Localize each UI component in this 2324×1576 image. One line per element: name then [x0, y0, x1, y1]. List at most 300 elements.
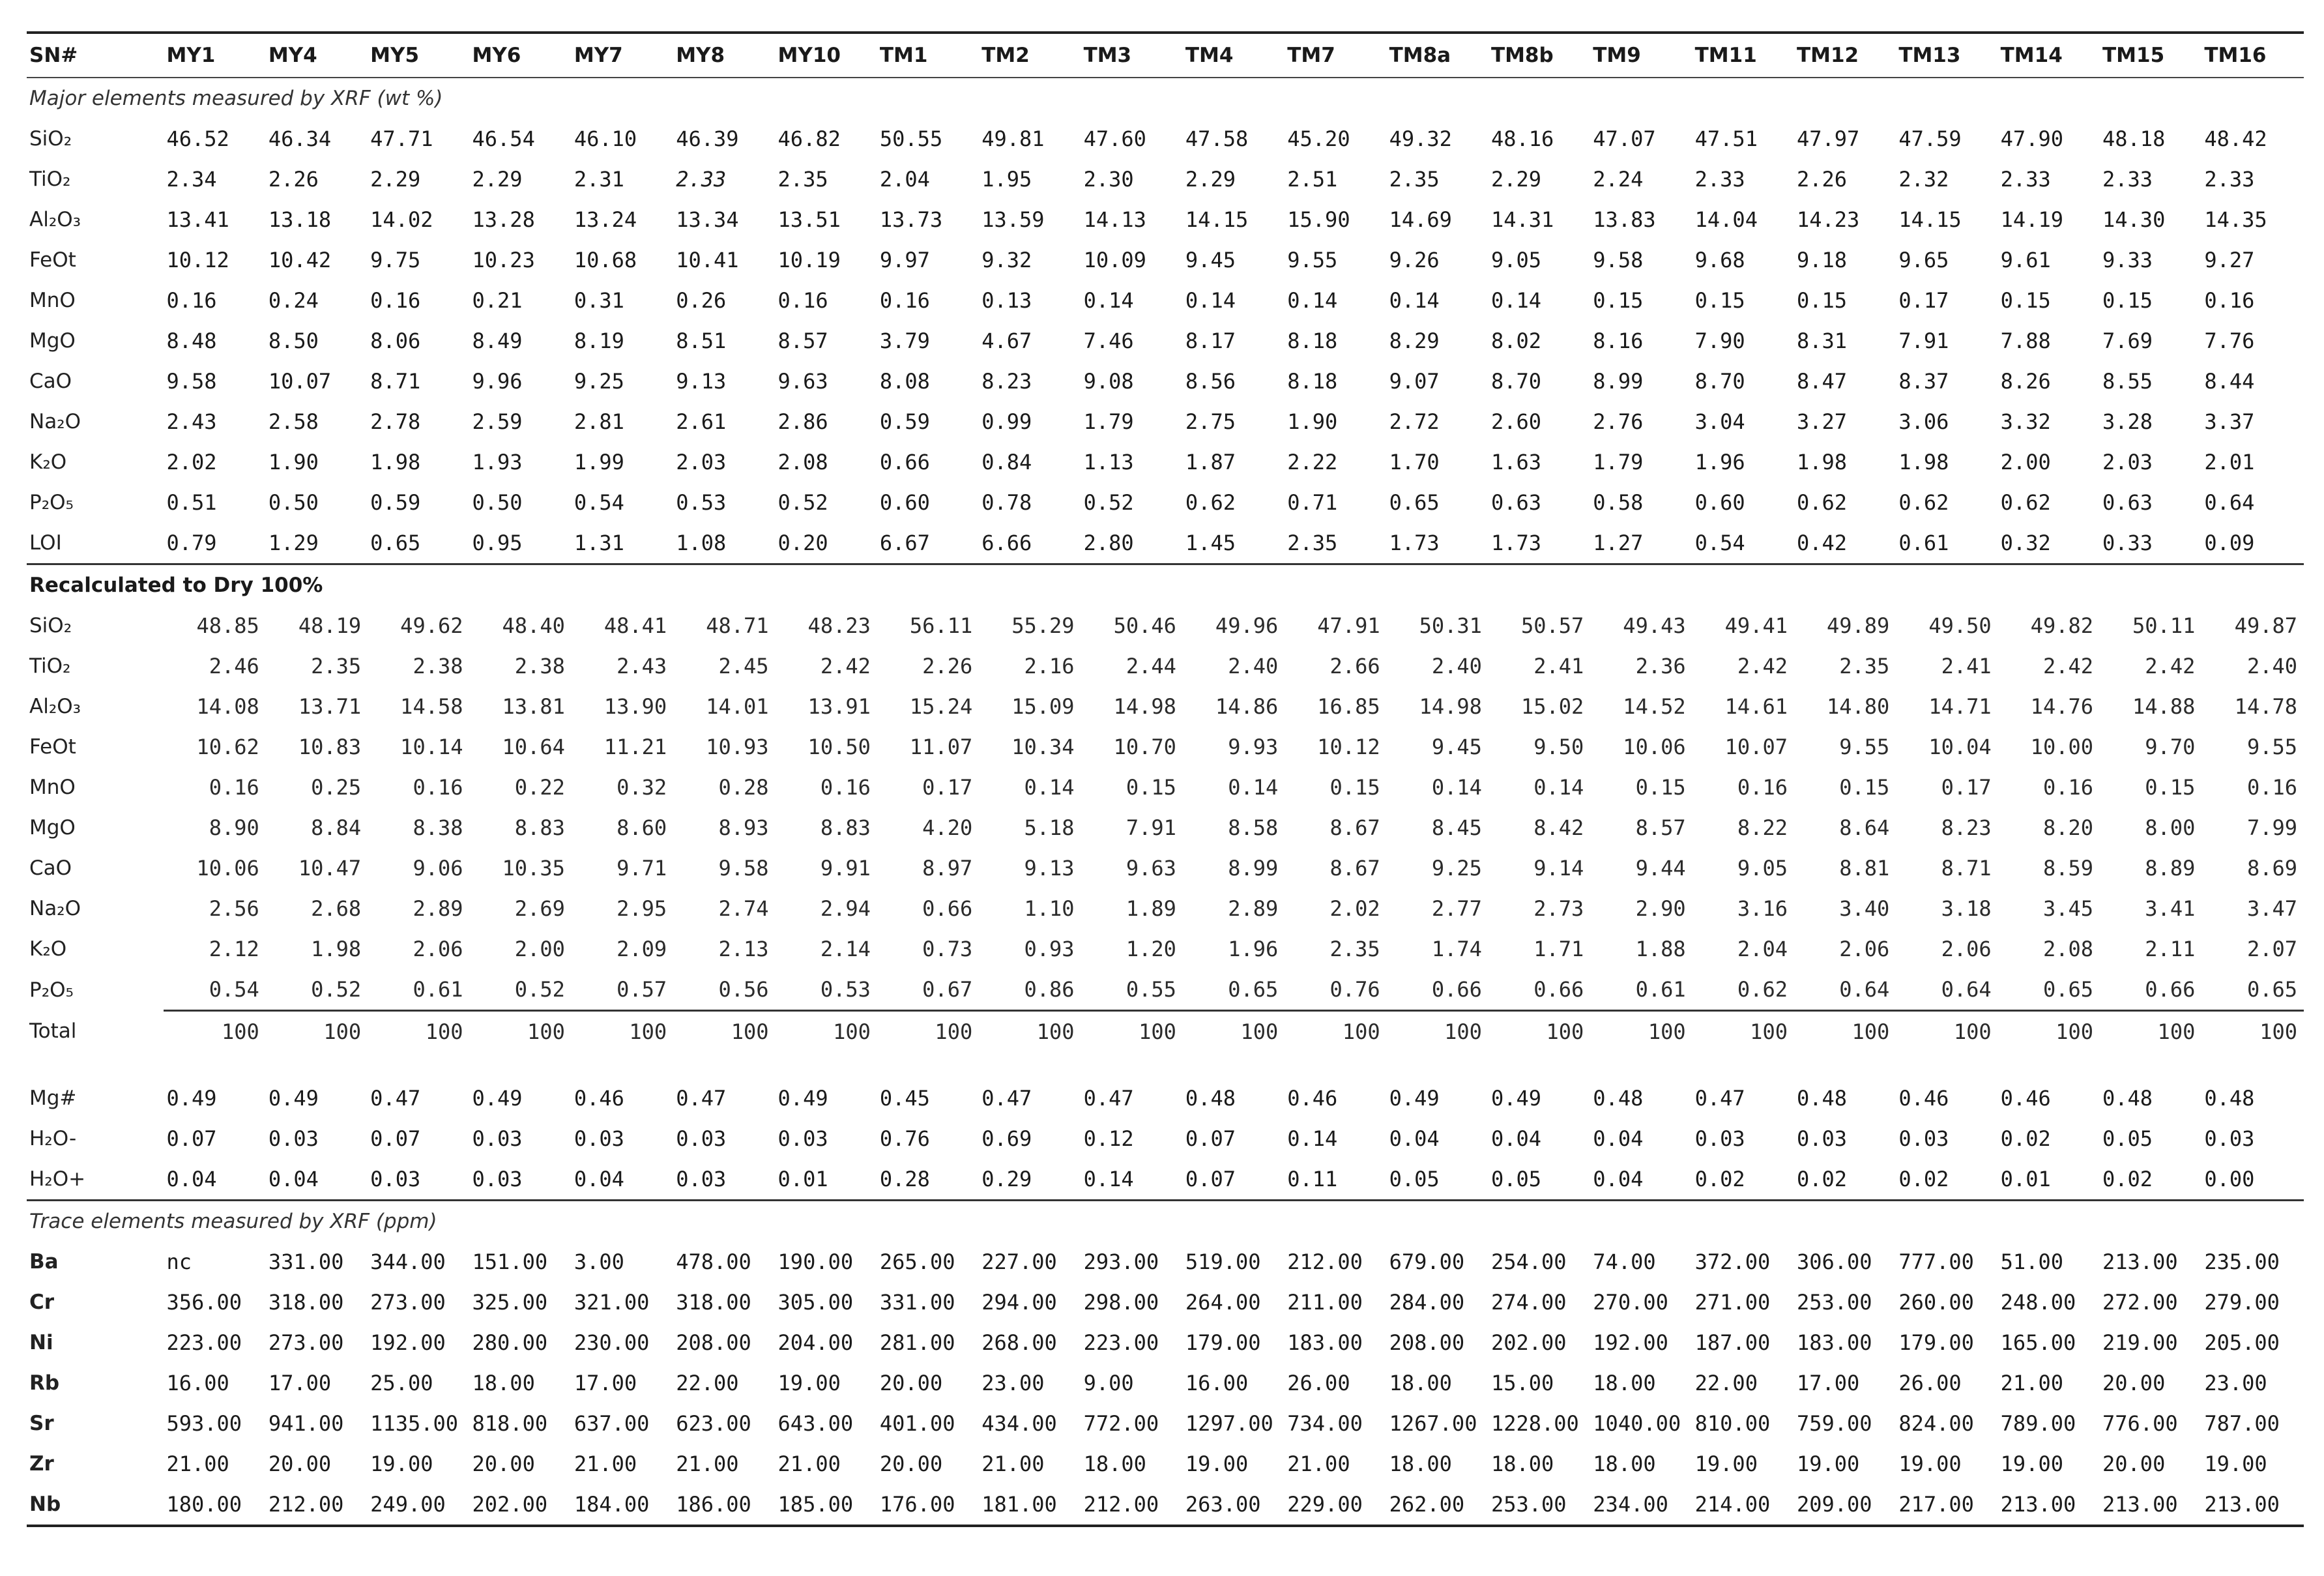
table-cell: 637.00 [574, 1411, 650, 1436]
table-cell: 9.33 [2102, 248, 2153, 272]
table-cell: 8.50 [268, 328, 319, 353]
header-sample-id: TM8a [1389, 44, 1451, 67]
table-cell: 21.00 [574, 1452, 637, 1476]
table-row [27, 1242, 2304, 1282]
table-cell: 0.00 [2204, 1167, 2255, 1191]
table-cell: 8.17 [1185, 328, 1236, 353]
table-cell: 810.00 [1694, 1411, 1771, 1436]
table-cell: 253.00 [1490, 1492, 1567, 1517]
table-cell: 179.00 [1185, 1330, 1261, 1355]
table-cell: 56.11 [909, 613, 973, 638]
header-sample-id: TM4 [1185, 44, 1234, 67]
table-cell: 279.00 [2204, 1290, 2280, 1315]
table-cell: 9.13 [676, 369, 727, 394]
table-cell: 16.00 [166, 1371, 229, 1395]
table-cell: 49.87 [2234, 613, 2297, 638]
table-cell: 187.00 [1694, 1330, 1771, 1355]
table-cell: 0.60 [1694, 490, 1745, 515]
table-cell: 0.47 [981, 1086, 1032, 1111]
table-cell: 2.33 [2204, 167, 2255, 192]
table-cell: 45.20 [1287, 126, 1350, 151]
row-label: Zr [29, 1452, 54, 1476]
table-cell: 19.00 [1898, 1452, 1962, 1476]
table-cell: 50.46 [1113, 613, 1176, 638]
table-cell: 0.01 [777, 1167, 828, 1191]
table-cell: 100 [1387, 1011, 1489, 1053]
table-row [27, 1322, 2304, 1363]
table-cell: 0.48 [1185, 1086, 1236, 1111]
table-cell: 0.15 [2145, 775, 2196, 800]
header-sample-id: TM11 [1694, 44, 1757, 67]
table-cell: 47.90 [2000, 126, 2063, 151]
table-cell: 3.32 [2000, 409, 2051, 434]
section-title: Recalculated to Dry 100% [29, 574, 323, 597]
table-cell: 0.66 [1431, 977, 1482, 1002]
table-row [27, 1444, 2304, 1484]
table-cell: 2.58 [268, 409, 319, 434]
table-cell: 14.15 [1185, 207, 1249, 232]
table-cell: 0.32 [617, 775, 667, 800]
table-cell: 100 [1794, 1011, 1896, 1053]
table-cell: 1.73 [1490, 531, 1541, 555]
table-cell: 8.70 [1694, 369, 1745, 394]
table-cell: 268.00 [981, 1330, 1057, 1355]
table-cell: 21.00 [676, 1452, 739, 1476]
header-sample-id: MY6 [472, 44, 521, 67]
table-cell: 0.24 [268, 288, 319, 313]
table-cell: 2.42 [2145, 654, 2196, 679]
table-cell: 223.00 [166, 1330, 242, 1355]
table-cell: 48.23 [807, 613, 871, 638]
table-cell: 47.71 [370, 126, 433, 151]
table-cell: 0.49 [777, 1086, 828, 1111]
table-cell: 0.14 [1024, 775, 1075, 800]
table-cell: 0.76 [879, 1126, 930, 1151]
table-cell: 0.66 [879, 450, 930, 474]
table-cell: 0.02 [1796, 1167, 1848, 1191]
table-cell: 212.00 [1287, 1249, 1363, 1274]
header-row [27, 33, 2304, 78]
table-cell: 318.00 [676, 1290, 751, 1315]
table-cell: 46.39 [676, 126, 739, 151]
table-cell: 1.98 [1796, 450, 1848, 474]
table-cell: 0.04 [1593, 1126, 1644, 1151]
table-cell: 0.69 [981, 1126, 1032, 1151]
table-cell: 1.10 [1024, 896, 1075, 921]
table-cell: 8.93 [718, 815, 769, 840]
table-cell: 217.00 [1898, 1492, 1974, 1517]
table-cell: 4.20 [922, 815, 973, 840]
table-cell: 49.82 [2030, 613, 2093, 638]
table-cell: 9.45 [1185, 248, 1236, 272]
table-cell: 2.68 [311, 896, 362, 921]
table-cell: 13.81 [502, 694, 565, 719]
table-row [27, 482, 2304, 523]
table-cell: 14.01 [706, 694, 769, 719]
row-label: Na₂O [29, 410, 81, 433]
table-cell: 0.14 [1083, 288, 1134, 313]
table-cell: 2.61 [676, 409, 727, 434]
table-cell: 1.96 [1228, 937, 1279, 961]
table-cell: 8.51 [676, 328, 727, 353]
table-cell: 2.43 [166, 409, 217, 434]
table-cell: 2.02 [1329, 896, 1380, 921]
table-cell: 0.16 [2204, 288, 2255, 313]
table-cell: 0.03 [370, 1167, 421, 1191]
table-cell: 2.29 [472, 167, 523, 192]
table-cell: 2.29 [370, 167, 421, 192]
table-cell: 227.00 [981, 1249, 1057, 1274]
table-cell: 21.00 [2000, 1371, 2063, 1395]
table-cell: 13.51 [777, 207, 841, 232]
row-label: CaO [29, 856, 72, 880]
table-cell: 1.71 [1533, 937, 1584, 961]
table-cell: 10.50 [807, 735, 871, 759]
table-cell: 0.16 [2246, 775, 2297, 800]
table-cell: 3.47 [2246, 896, 2297, 921]
table-cell: 519.00 [1185, 1249, 1261, 1274]
row-label: H₂O+ [29, 1167, 86, 1191]
table-cell: 3.04 [1694, 409, 1745, 434]
table-cell: 643.00 [777, 1411, 854, 1436]
table-cell: 0.65 [1228, 977, 1279, 1002]
table-cell: 16.85 [1317, 694, 1380, 719]
table-cell: 0.47 [370, 1086, 421, 1111]
header-sample-id: TM1 [879, 44, 928, 67]
table-cell: 8.20 [2042, 815, 2093, 840]
table-cell: 0.58 [1593, 490, 1644, 515]
header-sample-id: MY7 [574, 44, 623, 67]
table-cell: 100 [1081, 1011, 1183, 1053]
table-cell: 372.00 [1694, 1249, 1771, 1274]
table-cell: 19.00 [2204, 1452, 2267, 1476]
table-cell: 213.00 [2102, 1249, 2178, 1274]
table-cell: 13.41 [166, 207, 229, 232]
table-cell: 2.60 [1490, 409, 1541, 434]
table-cell: 9.91 [820, 856, 871, 881]
table-cell: 100 [470, 1011, 572, 1053]
table-cell: 14.19 [2000, 207, 2063, 232]
table-cell: 0.50 [472, 490, 523, 515]
table-cell: 0.55 [1126, 977, 1176, 1002]
geochemistry-table [27, 31, 2304, 1527]
table-cell: 190.00 [777, 1249, 854, 1274]
table-cell: 0.14 [1533, 775, 1584, 800]
table-cell: 10.06 [196, 856, 259, 881]
table-cell: 9.06 [413, 856, 463, 881]
table-cell: 14.98 [1419, 694, 1482, 719]
table-cell: 2.81 [574, 409, 624, 434]
table-cell: 9.55 [2246, 735, 2297, 759]
table-cell: 9.25 [574, 369, 624, 394]
table-cell: 0.47 [1694, 1086, 1745, 1111]
table-cell: 0.48 [2204, 1086, 2255, 1111]
table-cell: 3.06 [1898, 409, 1949, 434]
table-cell: 2.95 [617, 896, 667, 921]
table-cell: 10.93 [706, 735, 769, 759]
table-cell: 100 [2201, 1011, 2304, 1053]
table-cell: 0.48 [1796, 1086, 1848, 1111]
table-row [27, 767, 2304, 808]
table-cell: 19.00 [2000, 1452, 2063, 1476]
table-cell: 2.24 [1593, 167, 1644, 192]
table-cell: 26.00 [1287, 1371, 1350, 1395]
header-sample-id: TM16 [2204, 44, 2267, 67]
table-cell: 0.33 [2102, 531, 2153, 555]
table-cell: 0.46 [1287, 1086, 1338, 1111]
row-label: MgO [29, 816, 76, 839]
table-cell: 229.00 [1287, 1492, 1363, 1517]
table-cell: 100 [1998, 1011, 2100, 1053]
table-cell: 50.57 [1520, 613, 1584, 638]
table-cell: 0.16 [2042, 775, 2093, 800]
table-cell: 0.15 [1593, 288, 1644, 313]
table-cell: 284.00 [1389, 1290, 1465, 1315]
row-label: Nb [29, 1493, 61, 1516]
table-row [27, 401, 2304, 442]
table-cell: 2.45 [718, 654, 769, 679]
table-cell: 2.01 [2204, 450, 2255, 474]
table-cell: 1.99 [574, 450, 624, 474]
table-cell: 8.55 [2102, 369, 2153, 394]
table-cell: 824.00 [1898, 1411, 1974, 1436]
table-cell: 0.04 [574, 1167, 624, 1191]
table-cell: 2.38 [514, 654, 565, 679]
table-cell: 14.76 [2030, 694, 2093, 719]
header-sample-id: TM15 [2102, 44, 2165, 67]
table-cell: 0.07 [166, 1126, 217, 1151]
table-cell: 0.61 [413, 977, 463, 1002]
table-cell: 48.71 [706, 613, 769, 638]
table-cell: 9.50 [1533, 735, 1584, 759]
table-cell: 18.00 [1490, 1452, 1554, 1476]
header-sample-id: TM3 [1083, 44, 1132, 67]
table-cell: nc [166, 1249, 192, 1274]
table-cell: 18.00 [1389, 1371, 1452, 1395]
table-cell: 14.23 [1796, 207, 1860, 232]
section-title: Major elements measured by XRF (wt %) [29, 87, 443, 110]
table-cell: 941.00 [268, 1411, 344, 1436]
table-row [27, 1159, 2304, 1201]
table-cell: 344.00 [370, 1249, 446, 1274]
table-row [27, 1403, 2304, 1444]
table-row [27, 686, 2304, 727]
table-cell: 4.67 [981, 328, 1032, 353]
table-cell: 294.00 [981, 1290, 1057, 1315]
table-cell: 1.98 [311, 937, 362, 961]
table-cell: 0.03 [472, 1167, 523, 1191]
table-cell: 208.00 [676, 1330, 751, 1355]
table-cell: 13.59 [981, 207, 1045, 232]
table-cell: 8.48 [166, 328, 217, 353]
table-cell: 9.25 [1431, 856, 1482, 881]
table-cell: 2.75 [1185, 409, 1236, 434]
table-cell: 260.00 [1898, 1290, 1974, 1315]
table-cell: 0.05 [2102, 1126, 2153, 1151]
table-cell: 787.00 [2204, 1411, 2280, 1436]
table-cell: 2.33 [2102, 167, 2153, 192]
table-cell: 14.98 [1113, 694, 1176, 719]
table-row [27, 280, 2304, 321]
table-cell: 8.29 [1389, 328, 1440, 353]
table-row [27, 1011, 2304, 1053]
table-cell: 47.60 [1083, 126, 1146, 151]
row-label: MnO [29, 776, 76, 799]
section-spacer [27, 1052, 2304, 1078]
table-cell: 49.89 [1826, 613, 1890, 638]
table-cell: 0.54 [1694, 531, 1745, 555]
table-cell: 49.50 [1928, 613, 1992, 638]
table-cell: 273.00 [268, 1330, 344, 1355]
table-cell: 3.45 [2042, 896, 2093, 921]
table-cell: 0.64 [1839, 977, 1890, 1002]
table-cell: 46.52 [166, 126, 229, 151]
table-cell: 0.49 [1490, 1086, 1541, 1111]
table-cell: 3.41 [2145, 896, 2196, 921]
table-cell: 0.65 [1389, 490, 1440, 515]
table-cell: 0.47 [1083, 1086, 1134, 1111]
table-cell: 14.58 [400, 694, 463, 719]
table-cell: 8.83 [514, 815, 565, 840]
table-cell: 48.19 [298, 613, 362, 638]
table-cell: 10.42 [268, 248, 332, 272]
row-label: LOI [29, 531, 62, 555]
table-cell: 234.00 [1593, 1492, 1668, 1517]
table-cell: 8.71 [370, 369, 421, 394]
table-cell: 818.00 [472, 1411, 548, 1436]
table-cell: 0.66 [922, 896, 973, 921]
table-cell: 47.91 [1317, 613, 1380, 638]
table-row [27, 119, 2304, 159]
table-cell: 8.31 [1796, 328, 1848, 353]
table-cell: 223.00 [1083, 1330, 1159, 1355]
table-cell: 0.17 [1898, 288, 1949, 313]
table-cell: 356.00 [166, 1290, 242, 1315]
table-cell: 0.52 [1083, 490, 1134, 515]
table-cell: 48.41 [603, 613, 667, 638]
table-cell: 22.00 [676, 1371, 739, 1395]
row-label: Mg# [29, 1087, 77, 1110]
table-cell: 9.07 [1389, 369, 1440, 394]
table-cell: 8.57 [777, 328, 828, 353]
table-cell: 0.03 [1898, 1126, 1949, 1151]
table-cell: 10.83 [298, 735, 362, 759]
table-row [27, 199, 2304, 240]
table-cell: 100 [266, 1011, 368, 1053]
table-cell: 8.69 [2246, 856, 2297, 881]
table-cell: 48.18 [2102, 126, 2166, 151]
table-cell: 6.66 [981, 531, 1032, 555]
table-cell: 46.34 [268, 126, 332, 151]
table-cell: 22.00 [1694, 1371, 1758, 1395]
table-cell: 7.46 [1083, 328, 1134, 353]
table-cell: 2.29 [1490, 167, 1541, 192]
table-cell: 10.07 [268, 369, 332, 394]
table-cell: 1.29 [268, 531, 319, 555]
table-cell: 8.83 [820, 815, 871, 840]
table-cell: 13.73 [879, 207, 943, 232]
table-cell: 26.00 [1898, 1371, 1962, 1395]
table-cell: 1.96 [1694, 450, 1745, 474]
table-cell: 9.58 [1593, 248, 1644, 272]
row-label: Ba [29, 1250, 59, 1274]
table-cell: 8.49 [472, 328, 523, 353]
row-label: K₂O [29, 450, 67, 474]
table-cell: 0.05 [1490, 1167, 1541, 1191]
table-cell: 14.31 [1490, 207, 1554, 232]
table-cell: 8.64 [1839, 815, 1890, 840]
table-cell: 100 [164, 1011, 265, 1053]
table-cell: 9.70 [2145, 735, 2196, 759]
table-cell: 0.14 [1431, 775, 1482, 800]
table-cell: 2.35 [777, 167, 828, 192]
table-cell: 2.12 [209, 937, 259, 961]
header-sample-id: TM9 [1593, 44, 1641, 67]
table-cell: 0.04 [166, 1167, 217, 1191]
table-cell: 100 [979, 1011, 1081, 1053]
table-cell: 8.42 [1533, 815, 1584, 840]
table-cell: 20.00 [268, 1452, 332, 1476]
table-cell: 1040.00 [1593, 1411, 1681, 1436]
table-cell: 14.52 [1623, 694, 1686, 719]
table-cell: 1.79 [1083, 409, 1134, 434]
table-cell: 3.16 [1737, 896, 1788, 921]
table-cell: 1297.00 [1185, 1411, 1273, 1436]
table-cell: 3.40 [1839, 896, 1890, 921]
table-cell: 48.16 [1490, 126, 1554, 151]
table-cell: 9.32 [981, 248, 1032, 272]
table-cell: 0.62 [2000, 490, 2051, 515]
table-cell: 9.75 [370, 248, 421, 272]
table-cell: 14.13 [1083, 207, 1146, 232]
table-cell: 213.00 [2204, 1492, 2280, 1517]
table-cell: 2.40 [1431, 654, 1482, 679]
table-cell: 2.13 [718, 937, 769, 961]
table-cell: 0.14 [1287, 288, 1338, 313]
table-cell: 213.00 [2102, 1492, 2178, 1517]
table-cell: 13.28 [472, 207, 535, 232]
table-cell: 47.97 [1796, 126, 1860, 151]
table-cell: 0.62 [1185, 490, 1236, 515]
table-row [27, 159, 2304, 199]
table-cell: 8.06 [370, 328, 421, 353]
table-cell: 2.69 [514, 896, 565, 921]
table-cell: 9.55 [1287, 248, 1338, 272]
table-row [27, 808, 2304, 848]
table-cell: 0.16 [370, 288, 421, 313]
table-cell: 325.00 [472, 1290, 548, 1315]
table-cell: 0.15 [1126, 775, 1176, 800]
table-cell: 0.03 [1694, 1126, 1745, 1151]
table-cell: 2.26 [922, 654, 973, 679]
table-cell: 180.00 [166, 1492, 242, 1517]
table-cell: 181.00 [981, 1492, 1057, 1517]
table-cell: 1.73 [1389, 531, 1440, 555]
table-cell: 2.72 [1389, 409, 1440, 434]
table-cell: 21.00 [166, 1452, 229, 1476]
table-cell: 9.63 [1126, 856, 1176, 881]
row-label: P₂O₅ [29, 491, 74, 514]
table-cell: 50.55 [879, 126, 943, 151]
table-cell: 7.90 [1694, 328, 1745, 353]
geochemistry-table-container [27, 31, 2304, 1527]
table-cell: 212.00 [268, 1492, 344, 1517]
table-cell: 2.33 [676, 167, 727, 192]
table-cell: 9.96 [472, 369, 523, 394]
table-cell: 9.68 [1694, 248, 1745, 272]
table-cell: 0.21 [472, 288, 523, 313]
table-cell: 2.90 [1635, 896, 1686, 921]
